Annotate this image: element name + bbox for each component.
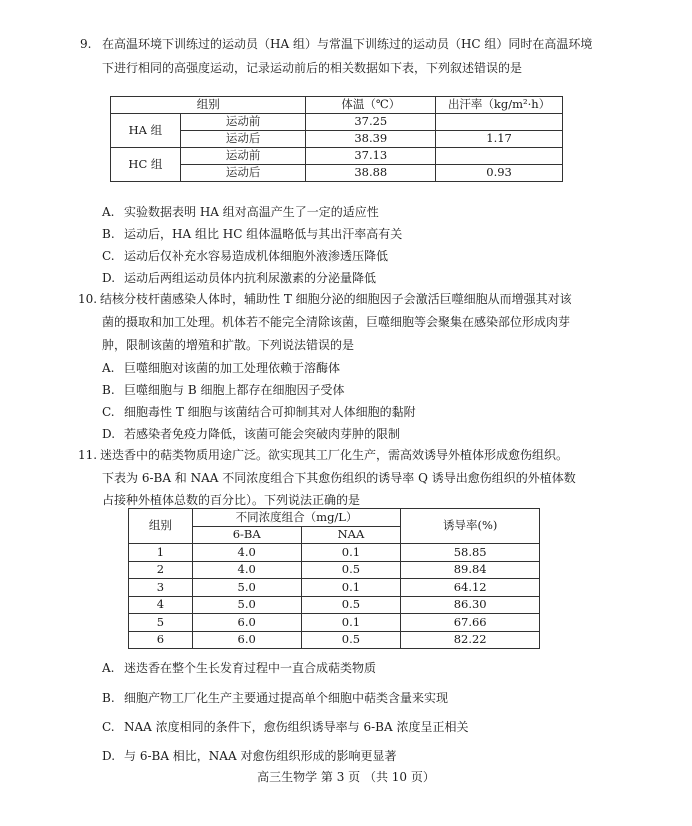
option-label: C.	[102, 249, 115, 263]
group-cell: 5	[129, 614, 193, 632]
question-11-line-2: 下表为 6-BA 和 NAA 不同浓度组合下其愈伤组织的诱导率 Q 诱导出愈伤组织的外植体数	[102, 471, 576, 485]
question-number: 10.	[78, 292, 98, 306]
sweat-cell	[436, 114, 563, 131]
option-label: A.	[102, 661, 115, 675]
question-10-line-1: 10. 结核分枝杆菌感染人体时，辅助性 T 细胞分泌的细胞因子会激活巨噬细胞从而增强其对该	[78, 292, 572, 306]
header-group: 组别	[129, 509, 193, 544]
stage-cell: 运动后	[180, 131, 306, 148]
temp-cell: 37.25	[306, 114, 436, 131]
naa-cell: 0.1	[301, 579, 401, 597]
rate-cell: 64.12	[401, 579, 540, 597]
option-c	[102, 406, 416, 418]
table-row	[129, 614, 540, 632]
option-text: 巨噬细胞对该菌的加工处理依赖于溶酶体	[124, 361, 341, 375]
option-c	[102, 721, 468, 733]
header-6ba: 6-BA	[192, 526, 301, 544]
header-combo: 不同浓度组合（mg/L）	[192, 509, 400, 527]
option-text: 与 6-BA 相比，NAA 对愈伤组织形成的影响更显著	[124, 749, 397, 763]
table-row	[129, 544, 540, 562]
option-d	[102, 750, 396, 762]
option-text: 若感染者免疫力降低，该菌可能会突破肉芽肿的限制	[124, 427, 401, 441]
option-label: A.	[102, 361, 115, 375]
option-a	[102, 206, 379, 218]
option-a	[102, 662, 376, 674]
temp-cell: 37.13	[306, 148, 436, 165]
question-9-line-1: 9. 在高温环境下训练过的运动员（HA 组）与常温下训练过的运动员（HC 组）同时在高温环境	[80, 37, 593, 51]
table-row	[129, 579, 540, 597]
naa-cell: 0.5	[301, 596, 401, 614]
stage-cell: 运动后	[180, 165, 306, 182]
option-d	[102, 428, 400, 440]
sweat-cell	[436, 148, 563, 165]
option-text: NAA 浓度相同的条件下，愈伤组织诱导率与 6-BA 浓度呈正相关	[124, 720, 469, 734]
stage-cell: 运动前	[180, 114, 306, 131]
option-text: 细胞产物工厂化生产主要通过提高单个细胞中萜类含量来实现	[124, 691, 449, 705]
stage-cell: 运动前	[180, 148, 306, 165]
option-b	[102, 228, 402, 240]
naa-cell: 0.1	[301, 544, 401, 562]
table-row	[129, 631, 540, 649]
table-row	[129, 596, 540, 614]
header-temp: 体温（℃）	[306, 97, 436, 114]
table-row	[111, 114, 563, 131]
table-row	[129, 561, 540, 579]
option-c	[102, 250, 388, 262]
ba-cell: 4.0	[192, 561, 301, 579]
ba-cell: 4.0	[192, 544, 301, 562]
question-9-line-2: 下进行相同的高强度运动，记录运动前后的相关数据如下表，下列叙述错误的是	[102, 61, 523, 75]
group-cell: 3	[129, 579, 193, 597]
naa-cell: 0.5	[301, 631, 401, 649]
header-group: 组别	[111, 97, 306, 114]
group-cell: 1	[129, 544, 193, 562]
option-label: C.	[102, 405, 115, 419]
rate-cell: 82.22	[401, 631, 540, 649]
header-rate: 诱导率(%)	[401, 509, 540, 544]
ba-cell: 5.0	[192, 596, 301, 614]
header-sweat: 出汗率（kg/m²·h）	[436, 97, 563, 114]
option-text: 迷迭香在整个生长发育过程中一直合成萜类物质	[124, 661, 377, 675]
temp-cell: 38.39	[306, 131, 436, 148]
naa-cell: 0.1	[301, 614, 401, 632]
option-label: A.	[102, 205, 115, 219]
question-11-line-1: 11. 迷迭香中的萜类物质用途广泛。欲实现其工厂化生产，需高效诱导外植体形成愈伤组织。	[78, 448, 569, 462]
option-text: 运动后仅补充水容易造成机体细胞外液渗透压降低	[124, 249, 389, 263]
question-number: 9.	[80, 37, 92, 51]
ba-cell: 5.0	[192, 579, 301, 597]
q9-data-table	[110, 96, 563, 182]
rate-cell: 58.85	[401, 544, 540, 562]
option-label: B.	[102, 227, 115, 241]
group-cell: 2	[129, 561, 193, 579]
option-text: 运动后两组运动员体内抗利尿激素的分泌量降低	[124, 271, 377, 285]
sweat-cell: 1.17	[436, 131, 563, 148]
group-name: HA 组	[111, 114, 181, 148]
option-a	[102, 362, 340, 374]
naa-cell: 0.5	[301, 561, 401, 579]
rate-cell: 67.66	[401, 614, 540, 632]
option-b	[102, 384, 344, 396]
option-label: D.	[102, 427, 116, 441]
table-header-row	[111, 97, 563, 114]
option-b	[102, 692, 448, 704]
option-label: B.	[102, 691, 115, 705]
option-label: C.	[102, 720, 115, 734]
question-number: 11.	[78, 448, 98, 462]
rate-cell: 89.84	[401, 561, 540, 579]
table-header-row	[129, 509, 540, 527]
option-text: 细胞毒性 T 细胞与该菌结合可抑制其对人体细胞的黏附	[124, 405, 416, 419]
question-11-line-3: 占接种外植体总数的百分比）。下列说法正确的是	[102, 493, 361, 507]
group-cell: 4	[129, 596, 193, 614]
option-label: B.	[102, 383, 115, 397]
question-10-line-3: 肿，限制该菌的增殖和扩散。下列说法错误的是	[102, 338, 355, 352]
page-footer: 高三生物学 第 3 页 （共 10 页）	[257, 770, 435, 784]
table-row	[111, 148, 563, 165]
option-label: D.	[102, 749, 116, 763]
option-text: 运动后，HA 组比 HC 组体温略低与其出汗率高有关	[124, 227, 403, 241]
group-name: HC 组	[111, 148, 181, 182]
header-naa: NAA	[301, 526, 401, 544]
option-d	[102, 272, 376, 284]
rate-cell: 86.30	[401, 596, 540, 614]
sweat-cell: 0.93	[436, 165, 563, 182]
question-10-line-2: 菌的摄取和加工处理。机体若不能完全清除该菌，巨噬细胞等会聚集在感染部位形成肉芽	[102, 315, 571, 329]
ba-cell: 6.0	[192, 631, 301, 649]
ba-cell: 6.0	[192, 614, 301, 632]
option-text: 巨噬细胞与 B 细胞上都存在细胞因子受体	[124, 383, 345, 397]
temp-cell: 38.88	[306, 165, 436, 182]
group-cell: 6	[129, 631, 193, 649]
option-label: D.	[102, 271, 116, 285]
q11-data-table	[128, 508, 540, 649]
option-text: 实验数据表明 HA 组对高温产生了一定的适应性	[124, 205, 379, 219]
